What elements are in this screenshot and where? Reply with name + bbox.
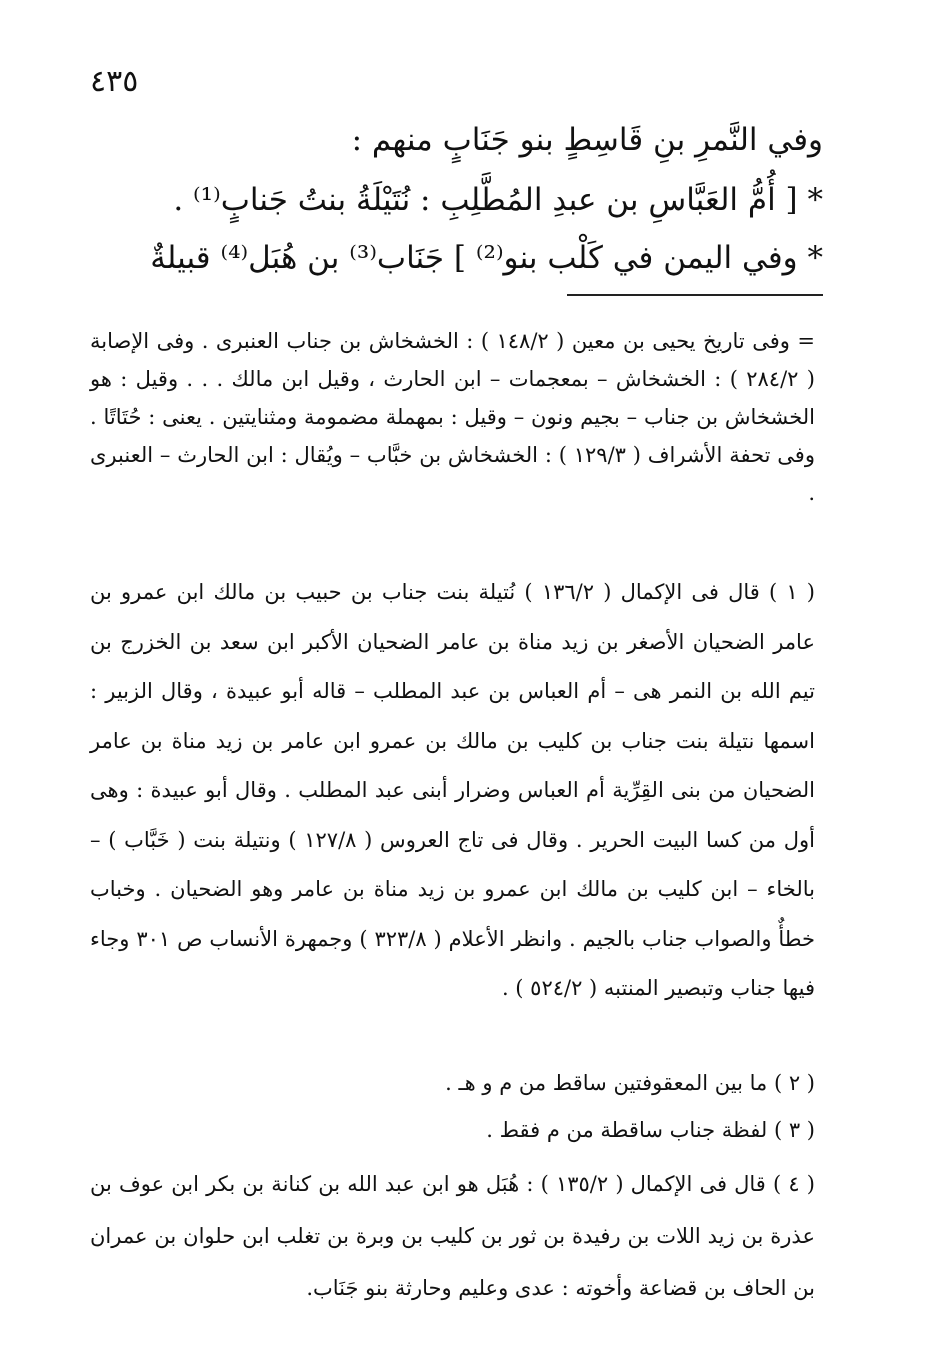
main-text-line-3: * وفي اليمن في كَلْب بنو⁽²⁾ ] جَنَاب⁽³⁾ بن هُبَل⁽⁴⁾ قبيلةٌ — [150, 240, 823, 276]
footnote-2 — [90, 1064, 815, 1102]
main-text-line-1: وفي النَّمرِ بنِ قَاسِطٍ بنو جَنَابٍ منهم : — [351, 122, 823, 158]
footnote-1 — [90, 568, 815, 1014]
footnote-4-text: ( ٤ ) قال فى الإكمال ( ١٣٥/٢ ) : هُبَل هو ابن عبد الله بن كنانة بن بكر ابن عوف بن عذرة بن زيد اللات بن رفيدة بن ثور بن كليب بن وبرة بن تغلب ابن حلوان بن عمران بن الحاف بن قضاعة وأخوته : عدى وعليم وحارثة بنو جَنَاب. — [90, 1172, 815, 1300]
footnote-continued-text: = وفى تاريخ يحيى بن معين ( ١٤٨/٢ ) : الخشخاش بن جناب العنبرى . وفى الإصابة ( ٢٨٤/٢ ) : الخشخاش – بمعجمات – ابن الحارث ، وقيل ابن مالك . . . وقيل : هو الخشخاش بن جناب – بجيم ونون – وقيل : بمهملة مضمومة ومثنايتين . يعنى : حُتَاتًا . وفى تحفة الأشراف ( ١٢٩/٣ ) : الخشخاش بن خبَّاب – ويُقال : ابن الحارث – العنبرى . — [90, 329, 815, 505]
footnote-2-text: ( ٢ ) ما بين المعقوفتين ساقط من م و هـ . — [445, 1071, 815, 1095]
footnote-3 — [90, 1111, 815, 1149]
footnote-1-text: ( ١ ) قال فى الإكمال ( ١٣٦/٢ ) نُتيلة بنت جناب بن حبيب بن مالك ابن عمرو بن عامر الضحيان الأصغر بن زيد مناة بن عامر الضحيان الأكبر ابن سعد بن الخزرج بن تيم الله بن النمر هى – أم العباس بن عبد المطلب – قاله أبو عبيدة ، وقال الزبير : اسمها نتيلة بنت جناب بن كليب بن مالك بن عمرو ابن عامر بن زيد مناة بن عامر الضحيان من بنى القِرِّية أم العباس وضرار أبنى عبد المطلب . وقال أبو عبيدة : وهى أول من كسا البيت الحرير . وقال فى تاج العروس ( ١٢٧/٨ ) ونتيلة بنت ( خَبَّاب ) – بالخاء – ابن كليب بن مالك ابن عمرو بن زيد مناة بن عامر وهو الضحيان . وخباب خطأٌ والصواب جناب بالجيم . وانظر الأعلام ( ٣٢٣/٨ ) وجمهرة الأنساب ص ٣٠١ وجاء فيها جناب وتبصير المنتبه ( ٥٢٤/٢ ) . — [90, 580, 816, 1000]
main-text-line-2: * [ أُمُّ العَبَّاسِ بن عبدِ المُطَّلِبِ : نُتَيْلَةُ بنتُ جَنابٍ⁽¹⁾ . — [173, 182, 823, 218]
footnote-4 — [90, 1158, 815, 1314]
page-number: ٤٣٥ — [90, 64, 139, 99]
footnote-divider — [567, 294, 823, 296]
footnote-3-text: ( ٣ ) لفظة جناب ساقطة من م فقط . — [486, 1118, 815, 1142]
footnote-continued — [90, 322, 815, 512]
